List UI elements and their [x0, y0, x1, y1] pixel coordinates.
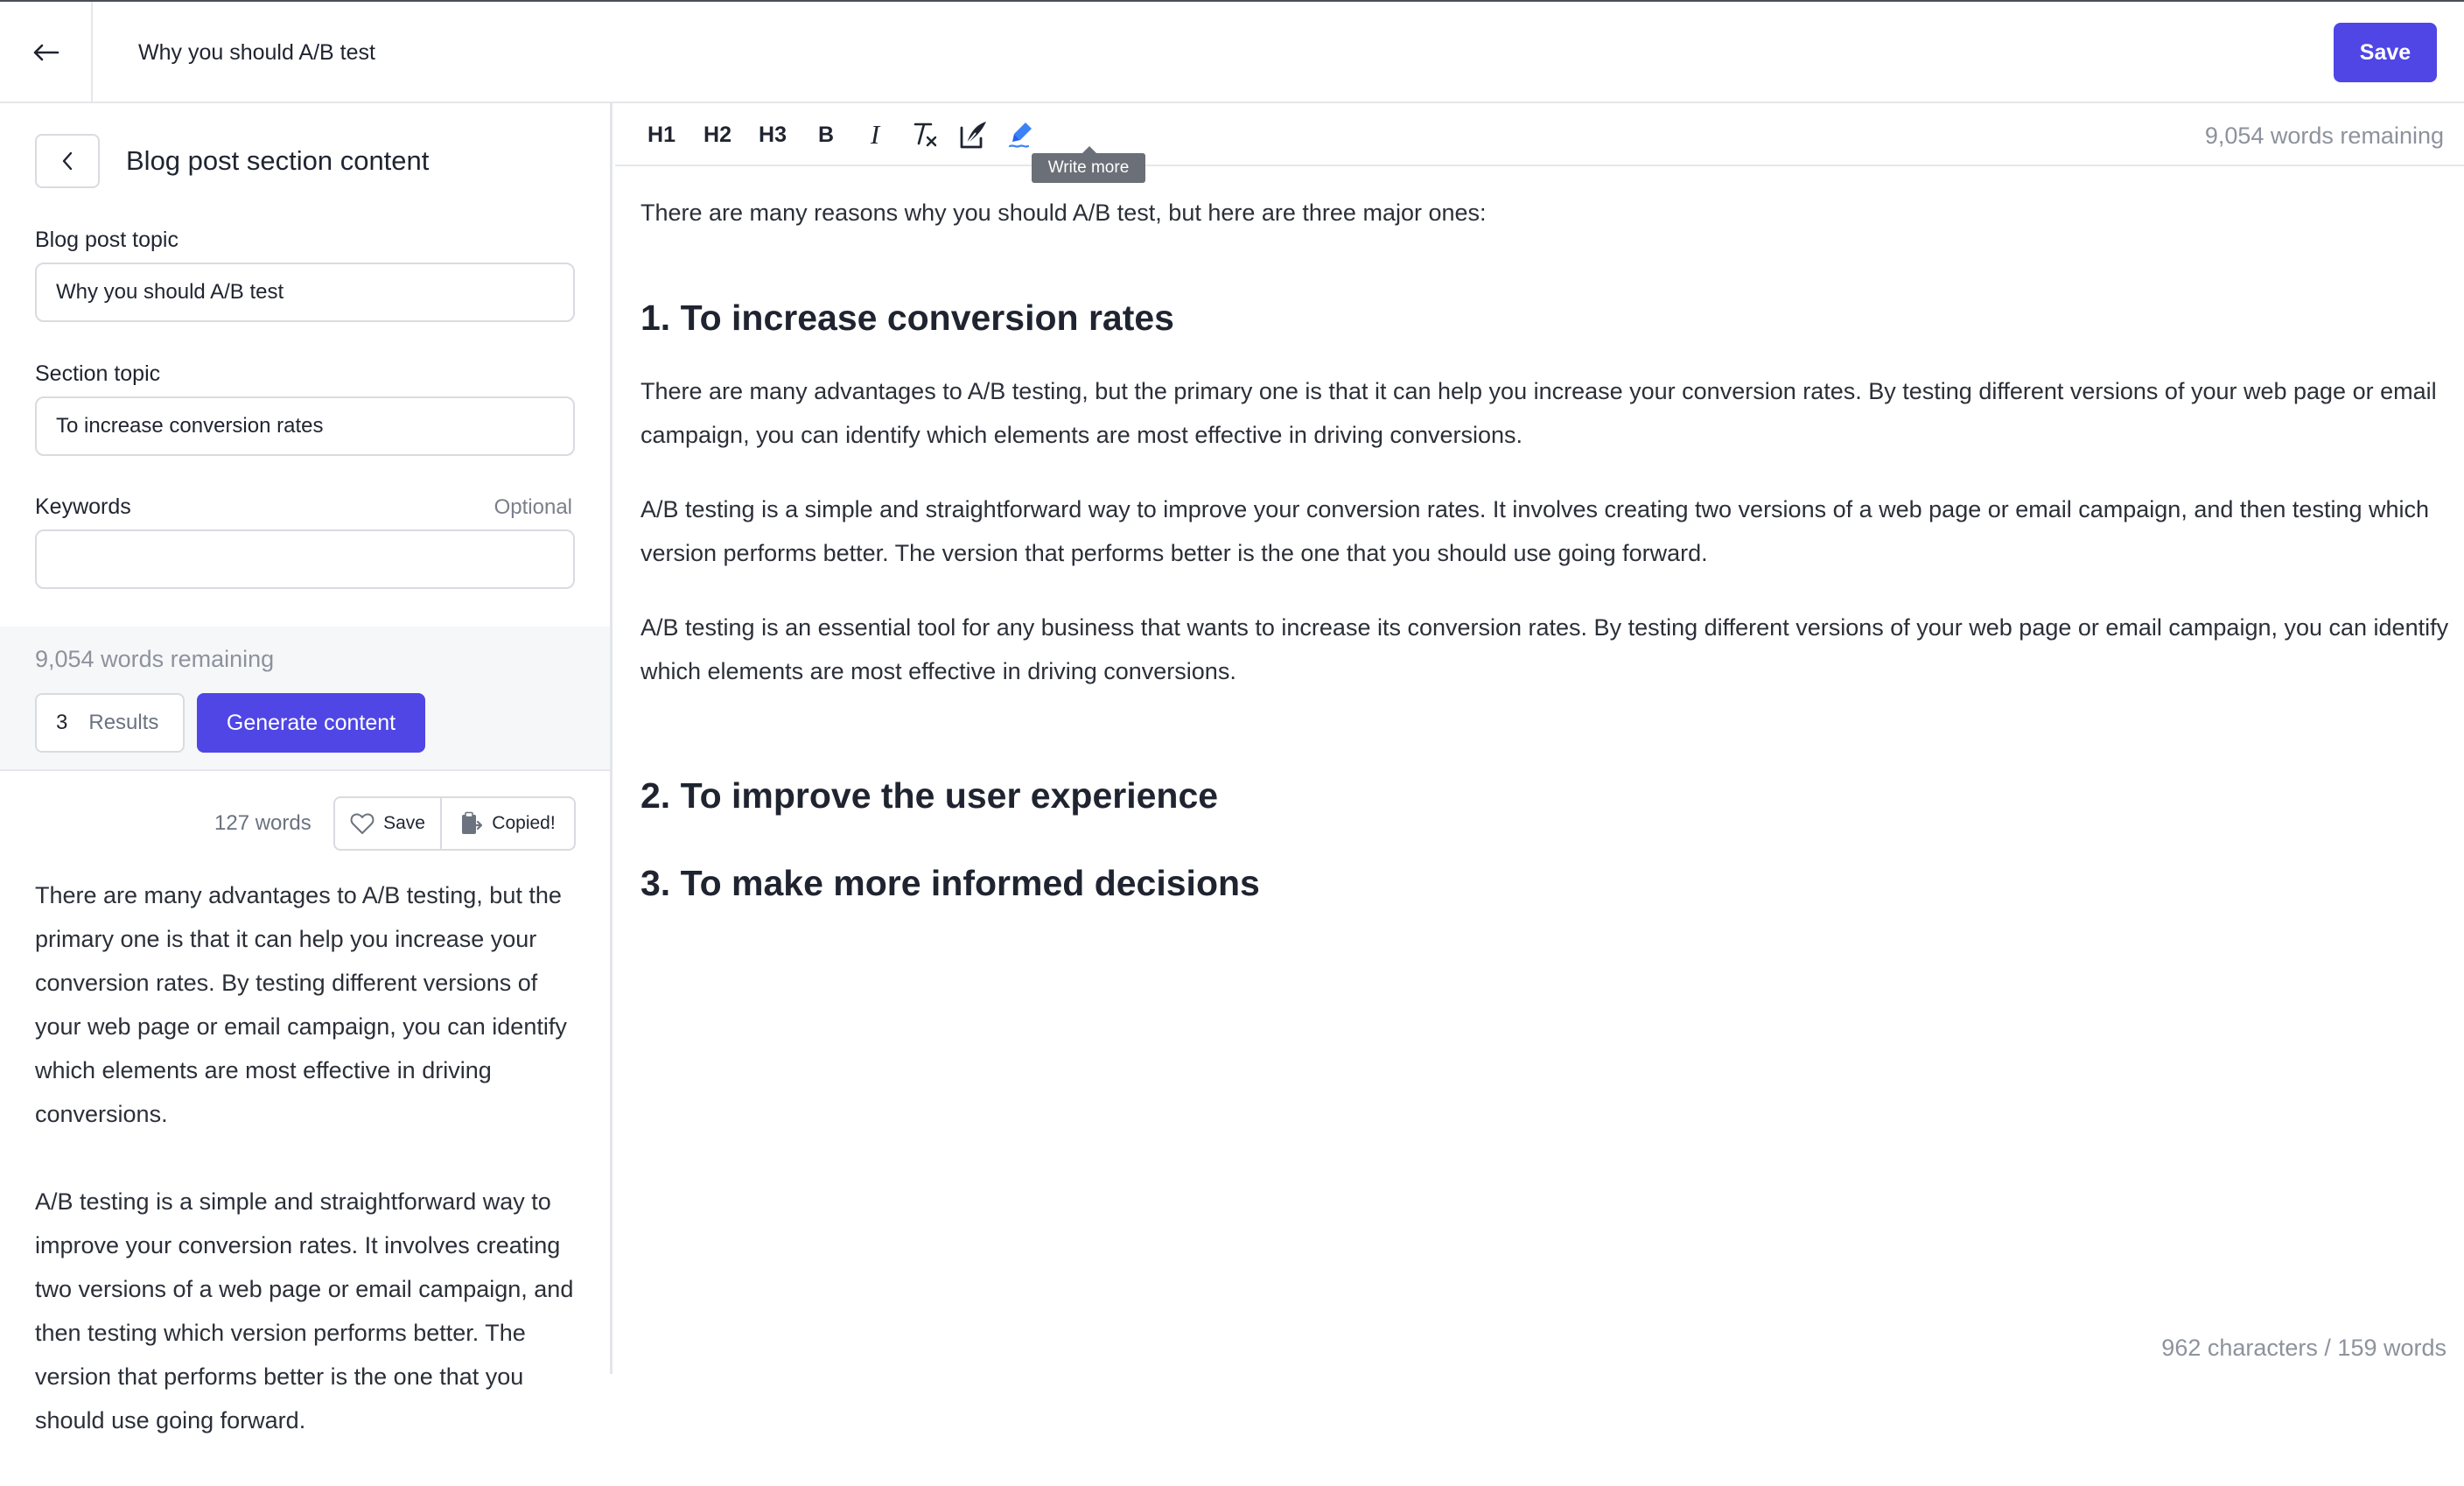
- section-topic-label: Section topic: [35, 361, 161, 386]
- copied-label: Copied!: [492, 813, 556, 833]
- character-count: 962 characters /: [2161, 1335, 2331, 1361]
- save-result-label: Save: [383, 813, 425, 833]
- heading-2-button[interactable]: H2: [704, 122, 732, 147]
- bold-button[interactable]: B: [817, 122, 835, 147]
- generate-content-button[interactable]: Generate content: [197, 693, 425, 753]
- clipboard-check-icon: [460, 811, 483, 836]
- compose-button[interactable]: [956, 119, 991, 151]
- panel-back-button[interactable]: [35, 134, 100, 188]
- chevron-left-icon: [60, 151, 74, 172]
- write-more-pen-icon: [1007, 119, 1039, 151]
- left-panel: [0, 103, 612, 1433]
- results-label: Results: [88, 711, 159, 734]
- copy-result-button[interactable]: [442, 798, 574, 849]
- generate-area: [0, 627, 610, 771]
- keywords-label: Keywords: [35, 494, 131, 519]
- write-more-button[interactable]: [1005, 119, 1040, 151]
- italic-button[interactable]: I: [870, 119, 880, 150]
- section-topic-input[interactable]: [35, 396, 575, 456]
- top-bar: [0, 0, 2464, 103]
- editor-content[interactable]: [640, 191, 2452, 905]
- word-count: 159 words: [2337, 1335, 2446, 1361]
- heart-icon: [350, 812, 374, 835]
- panel-title: Blog post section content: [126, 145, 430, 176]
- save-button[interactable]: Save: [2334, 23, 2437, 82]
- back-button[interactable]: [0, 2, 93, 103]
- editor-words-remaining: 9,054 words remaining: [2204, 123, 2444, 149]
- results-count-input[interactable]: [35, 693, 185, 753]
- heading-1-button[interactable]: H1: [648, 122, 676, 147]
- result-paragraph: A/B testing is a simple and straightforward way to improve your conversion rates. It involves creating two versions of a web page or email campaign, and then testing which version performs better. The version that performs better is the one that you should use going forward.: [35, 1188, 574, 1433]
- quill-icon: [958, 119, 990, 151]
- editor-toolbar: [615, 103, 2464, 166]
- save-result-button[interactable]: [335, 798, 442, 849]
- document-title: Why you should A/B test: [138, 40, 375, 65]
- editor: [615, 103, 2464, 1374]
- result-actions: [333, 796, 576, 851]
- result-paragraph: There are many advantages to A/B testing, but the primary one is that it can help you increase your conversion rates. By testing different versions of your web page or email campaign, you can identify which elements are most effective in driving conversions.: [35, 882, 567, 1127]
- section-heading-2: 2. To improve the user experience: [640, 775, 1219, 816]
- blog-topic-input[interactable]: [35, 263, 575, 322]
- result-meta: [0, 796, 610, 851]
- section-heading-3: 3. To make more informed decisions: [640, 863, 1260, 903]
- body-paragraph: A/B testing is a simple and straightforward way to improve your conversion rates. It involves creating two versions of a web page or email campaign, and then testing which version performs better. The version that performs better is the one that you should use going forward.: [640, 496, 2430, 566]
- keywords-input[interactable]: [35, 529, 575, 589]
- write-more-tooltip: Write more: [1032, 153, 1145, 183]
- keywords-optional-hint: Optional: [494, 495, 572, 519]
- editor-footer-count: [2161, 1335, 2446, 1362]
- heading-3-button[interactable]: H3: [759, 122, 787, 147]
- clear-format-button[interactable]: [907, 119, 942, 151]
- body-paragraph: There are many advantages to A/B testing, but the primary one is that it can help you increase your conversion rates. By testing different versions of your web page or email campaign, you can identify which elements are most effective in driving conversions.: [640, 378, 2437, 448]
- arrow-left-icon: [32, 43, 59, 62]
- words-remaining: 9,054 words remaining: [35, 646, 275, 672]
- body-paragraph: A/B testing is an essential tool for any business that wants to increase its conversion rates. By testing different versions of your web page or email campaign, you can identify which elements are most effective in driving conversions.: [640, 614, 2449, 684]
- clear-format-icon: [910, 120, 940, 150]
- generated-result: [35, 873, 586, 1486]
- blog-topic-label: Blog post topic: [35, 228, 178, 252]
- result-word-count: 127 words: [214, 811, 312, 835]
- section-heading-1: 1. To increase conversion rates: [640, 298, 1174, 338]
- intro-paragraph: There are many reasons why you should A/B test, but here are three major ones:: [640, 200, 1487, 226]
- results-count-value: 3: [56, 711, 68, 734]
